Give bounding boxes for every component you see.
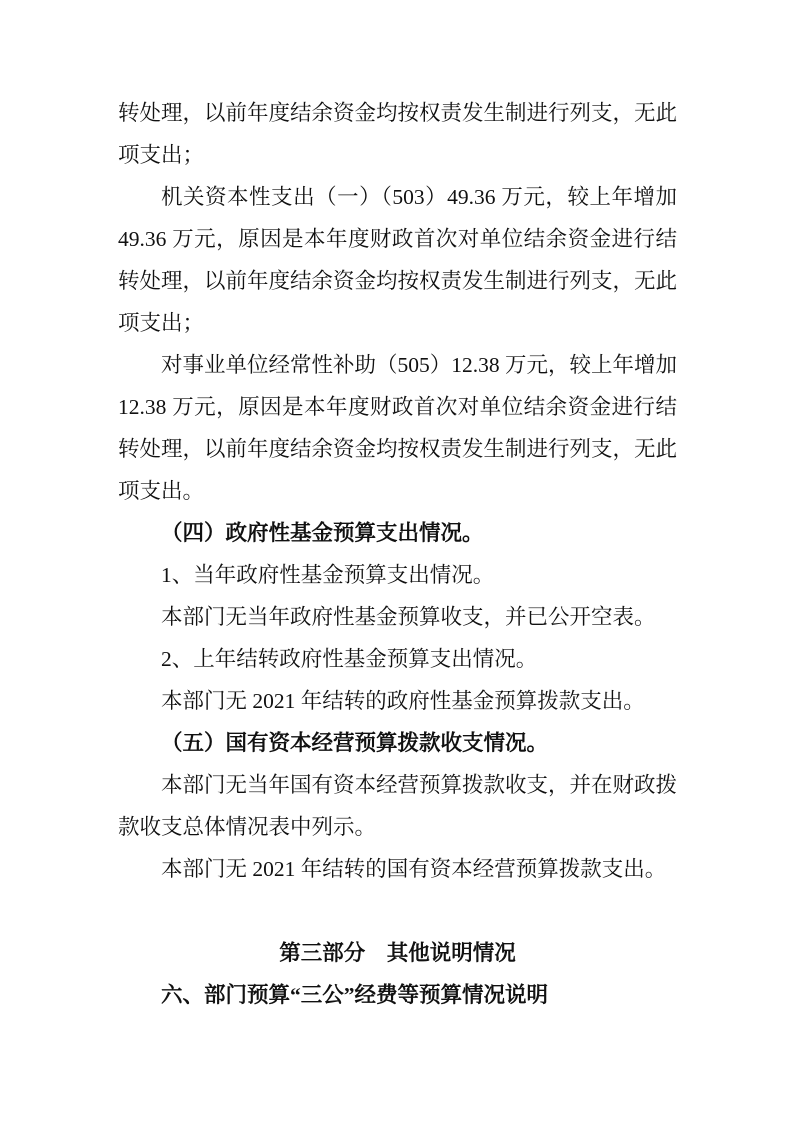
section-heading-4: （四）政府性基金预算支出情况。 bbox=[161, 521, 484, 545]
paragraph-state-capital-2: 本部门无 2021 年结转的国有资本经营预算拨款支出。 bbox=[161, 857, 667, 881]
paragraph-item-2-detail: 本部门无 2021 年结转的政府性基金预算拨款支出。 bbox=[161, 689, 645, 713]
part-three-title: 第三部分 其他说明情况 bbox=[279, 941, 516, 965]
paragraph-state-capital-1: 本部门无当年国有资本经营预算拨款收支，并在财政拨款收支总体情况表中列示。 bbox=[118, 773, 678, 839]
paragraph-item-1: 1、当年政府性基金预算支出情况。 bbox=[161, 563, 495, 587]
paragraph-continuation: 转处理，以前年度结余资金均按权责发生制进行列支，无此项支出； bbox=[118, 101, 678, 167]
paragraph-item-2: 2、上年结转政府性基金预算支出情况。 bbox=[161, 647, 538, 671]
section-heading-6: 六、部门预算“三公”经费等预算情况说明 bbox=[161, 983, 549, 1007]
paragraph-505-subsidy: 对事业单位经常性补助（505）12.38 万元，较上年增加 12.38 万元，原因是本年度财政首次对单位结余资金进行结转处理，以前年度结余资金均按权责发生制进行列支，无此项支出。 bbox=[118, 353, 678, 503]
paragraph-item-1-detail: 本部门无当年政府性基金预算收支，并已公开空表。 bbox=[161, 605, 656, 629]
document-content bbox=[118, 92, 677, 1016]
section-heading-5: （五）国有资本经营预算拨款收支情况。 bbox=[161, 731, 549, 755]
paragraph-503-capital-expense: 机关资本性支出（一）（503）49.36 万元，较上年增加 49.36 万元，原因是本年度财政首次对单位结余资金进行结转处理，以前年度结余资金均按权责发生制进行列支，无此项支出； bbox=[118, 185, 678, 335]
